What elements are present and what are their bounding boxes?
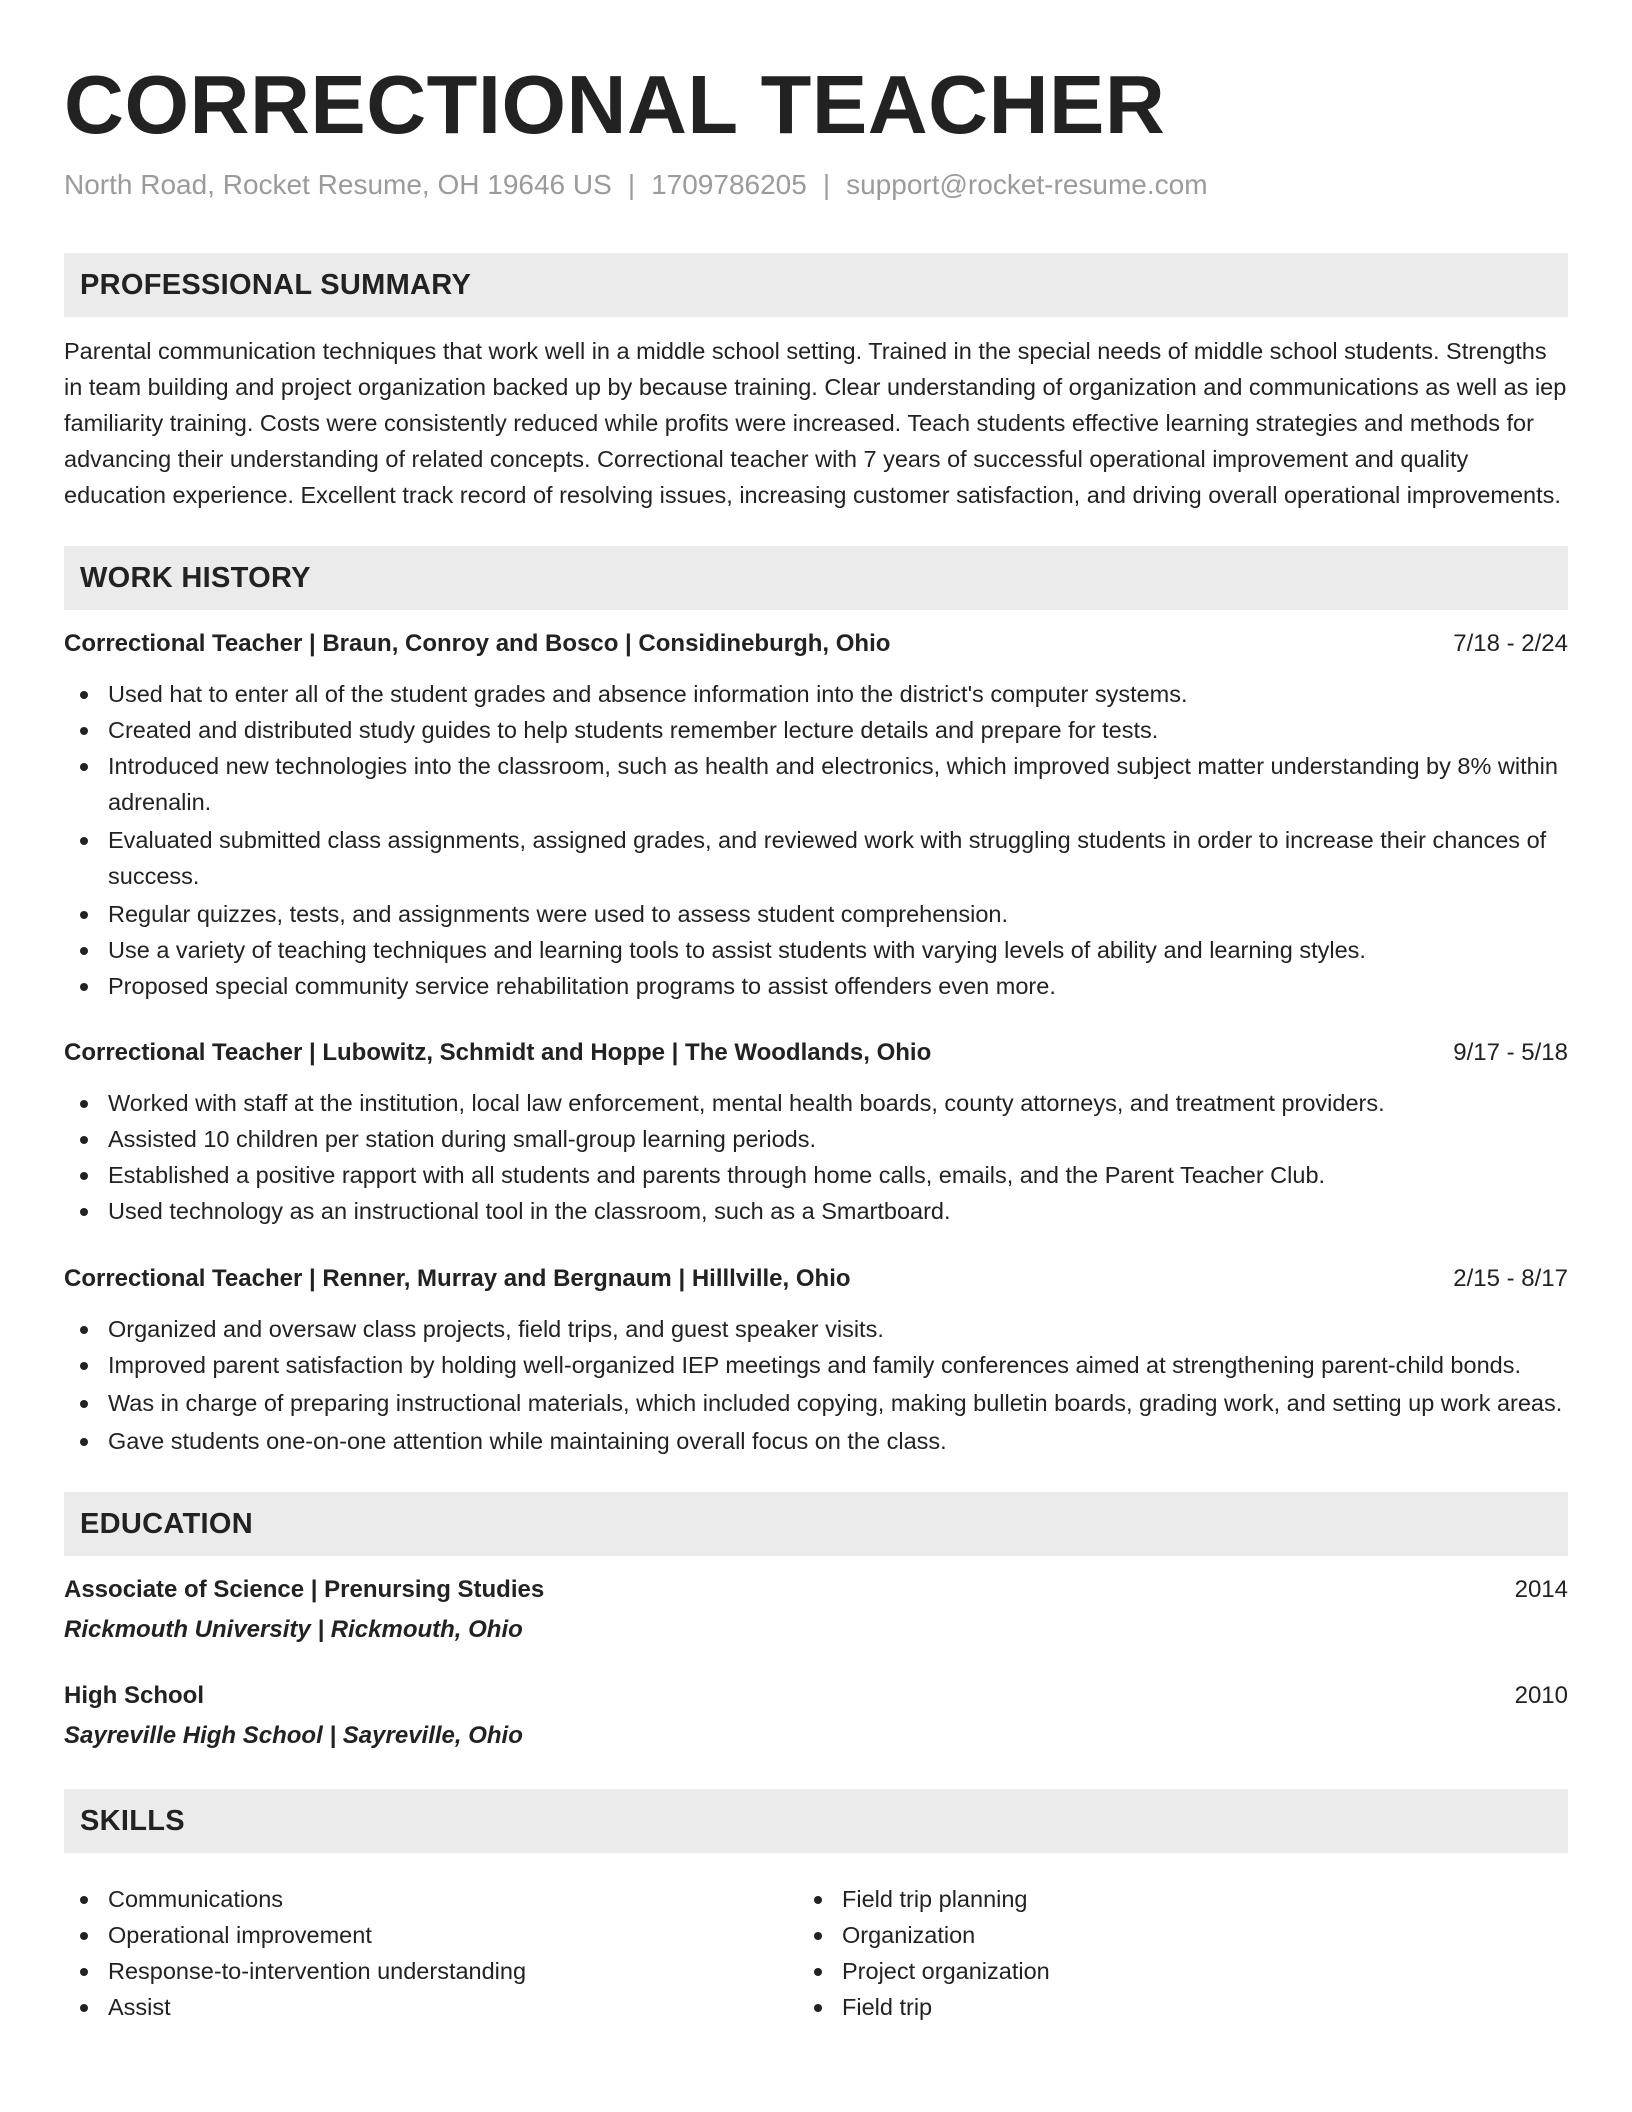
education-year: 2014 bbox=[1514, 1576, 1568, 1603]
list-item: Gave students one-on-one attention while maintaining overall focus on the class. bbox=[64, 1423, 1568, 1459]
list-item: Evaluated submitted class assignments, assigned grades, and reviewed work with struggling students in order to increase their chances of success. bbox=[64, 822, 1568, 894]
list-item: Used hat to enter all of the student grades and absence information into the district's computer systems. bbox=[64, 676, 1568, 712]
skill-item: Response-to-intervention understanding bbox=[64, 1953, 798, 1989]
job-title: Correctional Teacher | Braun, Conroy and Bosco | Considineburgh, Ohio bbox=[64, 630, 891, 657]
job-date: 9/17 - 5/18 bbox=[1453, 1039, 1568, 1066]
list-item: Created and distributed study guides to help students remember lecture details and prepare for tests. bbox=[64, 712, 1568, 748]
education-degree: Associate of Science | Prenursing Studies bbox=[64, 1576, 545, 1603]
job-entry bbox=[64, 1035, 1568, 1229]
contact-separator: | bbox=[822, 169, 831, 200]
education-school: Rickmouth University | Rickmouth, Ohio bbox=[64, 1616, 523, 1643]
job-header bbox=[64, 1035, 1568, 1071]
job-bullets bbox=[64, 1311, 1568, 1459]
list-item: Proposed special community service rehabilitation programs to assist offenders even more. bbox=[64, 968, 1568, 1004]
list-item: Worked with staff at the institution, local law enforcement, mental health boards, county attorneys, and treatment providers. bbox=[64, 1085, 1568, 1121]
skill-item: Field trip bbox=[798, 1989, 1568, 2025]
section-heading-summary: PROFESSIONAL SUMMARY bbox=[64, 253, 1568, 317]
resume-page bbox=[64, 56, 1568, 2025]
skill-item: Field trip planning bbox=[798, 1881, 1568, 1917]
education-degree: High School bbox=[64, 1682, 204, 1709]
job-entry bbox=[64, 1261, 1568, 1459]
job-header bbox=[64, 626, 1568, 662]
contact-separator: | bbox=[627, 169, 636, 200]
job-bullets bbox=[64, 1085, 1568, 1229]
contact-address: North Road, Rocket Resume, OH 19646 US bbox=[64, 169, 612, 200]
section-heading-education: EDUCATION bbox=[64, 1492, 1568, 1556]
section-heading-work-history: WORK HISTORY bbox=[64, 546, 1568, 610]
skill-item: Project organization bbox=[798, 1953, 1568, 1989]
skills-list bbox=[64, 1867, 1568, 2025]
job-entry bbox=[64, 626, 1568, 1004]
list-item: Assisted 10 children per station during small-group learning periods. bbox=[64, 1121, 1568, 1157]
list-item: Introduced new technologies into the classroom, such as health and electronics, which improved subject matter understanding by 8% within adrenalin. bbox=[64, 748, 1568, 820]
job-date: 7/18 - 2/24 bbox=[1453, 630, 1568, 657]
skill-item: Operational improvement bbox=[64, 1917, 798, 1953]
list-item: Was in charge of preparing instructional materials, which included copying, making bulletin boards, grading work, and setting up work areas. bbox=[64, 1385, 1568, 1421]
education-entry bbox=[64, 1572, 1568, 1648]
job-title: Correctional Teacher | Lubowitz, Schmidt and Hoppe | The Woodlands, Ohio bbox=[64, 1039, 932, 1066]
contact-phone: 1709786205 bbox=[651, 169, 807, 200]
list-item: Improved parent satisfaction by holding well-organized IEP meetings and family conferences aimed at strengthening parent-child bonds. bbox=[64, 1347, 1568, 1383]
job-bullets bbox=[64, 676, 1568, 1004]
education-school: Sayreville High School | Sayreville, Ohio bbox=[64, 1722, 523, 1749]
list-item: Organized and oversaw class projects, field trips, and guest speaker visits. bbox=[64, 1311, 1568, 1347]
contact-email[interactable]: support@rocket-resume.com bbox=[846, 169, 1208, 200]
skills-column-left bbox=[64, 1881, 798, 2025]
summary-text: Parental communication techniques that work well in a middle school setting. Trained in the special needs of middle school students. Strengths in team building and project organization backed up by because training. Clear understanding of organization and communications as well as iep familiarity training. Costs were consistently reduced while profits were increased. Teach students effective learning strategies and methods for advancing their understanding of related concepts. Correctional teacher with 7 years of successful operational improvement and quality education experience. Excellent track record of resolving issues, increasing customer satisfaction, and driving overall operational improvements. bbox=[64, 338, 1567, 508]
list-item: Use a variety of teaching techniques and learning tools to assist students with varying levels of ability and learning styles. bbox=[64, 932, 1568, 968]
list-item: Used technology as an instructional tool in the classroom, such as a Smartboard. bbox=[64, 1193, 1568, 1229]
skills-column-right bbox=[798, 1881, 1568, 2025]
education-entry bbox=[64, 1678, 1568, 1754]
page-title: CORRECTIONAL TEACHER bbox=[64, 58, 1166, 151]
list-item: Established a positive rapport with all students and parents through home calls, emails, and the Parent Teacher Club. bbox=[64, 1157, 1568, 1193]
contact-line bbox=[64, 168, 1568, 202]
job-date: 2/15 - 8/17 bbox=[1453, 1265, 1568, 1292]
education-year: 2010 bbox=[1514, 1682, 1568, 1709]
job-title: Correctional Teacher | Renner, Murray and Bergnaum | Hilllville, Ohio bbox=[64, 1265, 851, 1292]
skill-item: Assist bbox=[64, 1989, 798, 2025]
skill-item: Communications bbox=[64, 1881, 798, 1917]
skill-item: Organization bbox=[798, 1917, 1568, 1953]
job-header bbox=[64, 1261, 1568, 1297]
section-heading-skills: SKILLS bbox=[64, 1789, 1568, 1853]
list-item: Regular quizzes, tests, and assignments were used to assess student comprehension. bbox=[64, 896, 1568, 932]
